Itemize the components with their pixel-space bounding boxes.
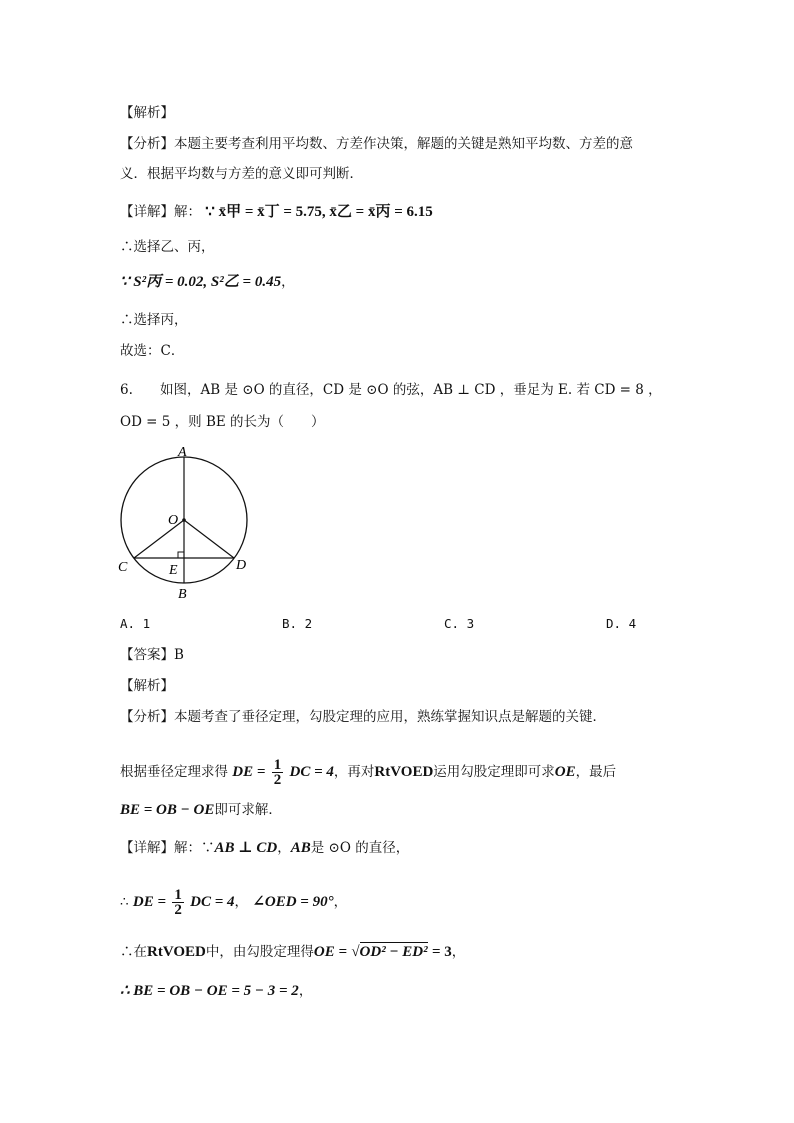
triangle-name: RtVOED xyxy=(374,764,434,780)
segment-od xyxy=(184,520,234,558)
line-a-prefix: 根据垂径定理求得 xyxy=(120,764,228,780)
step-1-mid: ， xyxy=(277,840,291,856)
center-point xyxy=(182,518,186,522)
option-c[interactable]: C. 3 xyxy=(444,616,475,631)
step-3-prefix: ∴在 xyxy=(120,944,147,960)
analysis-label: 【分析】 xyxy=(120,136,174,152)
answer-label: 【答案】 xyxy=(120,647,174,663)
label-d: D xyxy=(236,558,247,573)
angle-statement: ∠OED = 90° xyxy=(252,894,334,910)
line-a-mid2: 运用勾股定理即可求 xyxy=(433,764,555,780)
circle-figure xyxy=(112,440,272,610)
de-lhs-2: DE = xyxy=(132,894,167,910)
solution-detail-label: 【详解】解：∵ xyxy=(120,840,215,856)
step-4-end: ， xyxy=(298,983,313,999)
fraction-num-2: 1 xyxy=(174,887,182,903)
analysis-paragraph-line-1 xyxy=(120,134,633,154)
step-3-suffix: ， xyxy=(281,274,295,290)
ab-term: AB xyxy=(290,840,311,856)
final-choice: 故选：C． xyxy=(120,343,185,359)
perp-statement: AB ⊥ CD xyxy=(214,840,278,856)
solution-jiexi-heading: 【解析】 xyxy=(120,678,174,694)
right-angle-mark xyxy=(178,552,184,558)
label-e: E xyxy=(169,563,178,578)
solution-analysis-label: 【分析】 xyxy=(120,709,174,725)
oe-term: OE xyxy=(554,764,576,780)
be-equation: BE = OB − OE xyxy=(120,802,215,818)
sqrt-radicand: OD² − ED² xyxy=(359,944,428,960)
fraction-num: 1 xyxy=(273,757,282,773)
analysis-paragraph-line-2: 义．根据平均数与方差的意义即可判断． xyxy=(120,166,363,182)
solution-detail-1 xyxy=(120,838,409,858)
solution-line-b xyxy=(120,800,282,820)
step-3-mid: 中，由勾股定理得 xyxy=(205,944,314,960)
question-6-line-2: OD = 5 ，则 BE 的长为（ ） xyxy=(120,414,325,430)
detail-step-4: ∴选择丙， xyxy=(120,312,188,328)
detail-step-1 xyxy=(120,202,433,222)
solution-analysis-text: 本题考查了垂径定理，勾股定理的应用，熟练掌握知识点是解题的关键． xyxy=(174,709,606,725)
answer-value: B xyxy=(174,647,184,663)
line-b-text: 即可求解． xyxy=(214,802,282,818)
oe-result: = 3 xyxy=(431,944,452,960)
step-2-sep: ， xyxy=(234,894,249,910)
fraction-den: 2 xyxy=(273,772,282,788)
analysis-text: 本题主要考查利用平均数、方差作决策，解题的关键是熟知平均数、方差的意 xyxy=(174,136,633,152)
triangle-name-2: RtVOED xyxy=(147,944,206,960)
fraction-half-2 xyxy=(172,888,184,917)
sqrt-symbol: √ xyxy=(351,944,360,960)
label-b: B xyxy=(178,587,187,602)
solution-line-a xyxy=(120,752,616,792)
dc-term-2: DC = 4 xyxy=(190,894,235,910)
detail-step-3 xyxy=(120,272,295,292)
mean-equation: ∵ x̄甲 = x̄丁 = 5.75, x̄乙 = x̄丙 = 6.15 xyxy=(205,204,433,220)
fraction-den-2: 2 xyxy=(174,902,182,918)
detail-label: 【详解】解： xyxy=(120,204,201,220)
label-o: O xyxy=(168,513,179,528)
solution-analysis xyxy=(120,707,606,727)
detail-step-2: ∴选择乙、丙， xyxy=(120,239,215,255)
line-a-end: ，最后 xyxy=(575,764,617,780)
jiexi-heading: 【解析】 xyxy=(120,105,174,121)
oe-lhs: OE = xyxy=(313,944,348,960)
solution-detail-2 xyxy=(120,882,347,922)
dc-term: DC = 4 xyxy=(289,764,334,780)
option-d[interactable]: D. 4 xyxy=(606,616,637,631)
solution-detail-3 xyxy=(120,942,465,962)
be-final-equation: ∴ BE = OB − OE = 5 − 3 = 2 xyxy=(120,983,299,999)
solution-detail-4 xyxy=(120,981,312,1001)
fraction-half xyxy=(272,758,284,787)
step-2-end: ， xyxy=(333,894,348,910)
variance-equation: ∵ S²丙 = 0.02, S²乙 = 0.45 xyxy=(120,274,282,290)
question-text-1: 如图，AB 是 ⊙O 的直径，CD 是 ⊙O 的弦，AB ⊥ CD ，垂足为 E. 若 CD = 8 ， xyxy=(160,382,662,398)
de-lhs: DE = xyxy=(232,764,266,780)
step-3-end: ， xyxy=(451,944,466,960)
option-b[interactable]: B. 2 xyxy=(282,616,313,631)
answer-line xyxy=(120,645,184,665)
step-1-text: 是 ⊙O 的直径， xyxy=(310,840,410,856)
label-c: C xyxy=(118,560,128,575)
label-a: A xyxy=(178,445,187,460)
line-a-mid: ，再对 xyxy=(333,764,375,780)
therefore-symbol: ∴ xyxy=(120,894,129,910)
question-6-line-1 xyxy=(120,380,662,400)
option-a[interactable]: A. 1 xyxy=(120,616,151,631)
question-number: 6. xyxy=(120,382,133,398)
